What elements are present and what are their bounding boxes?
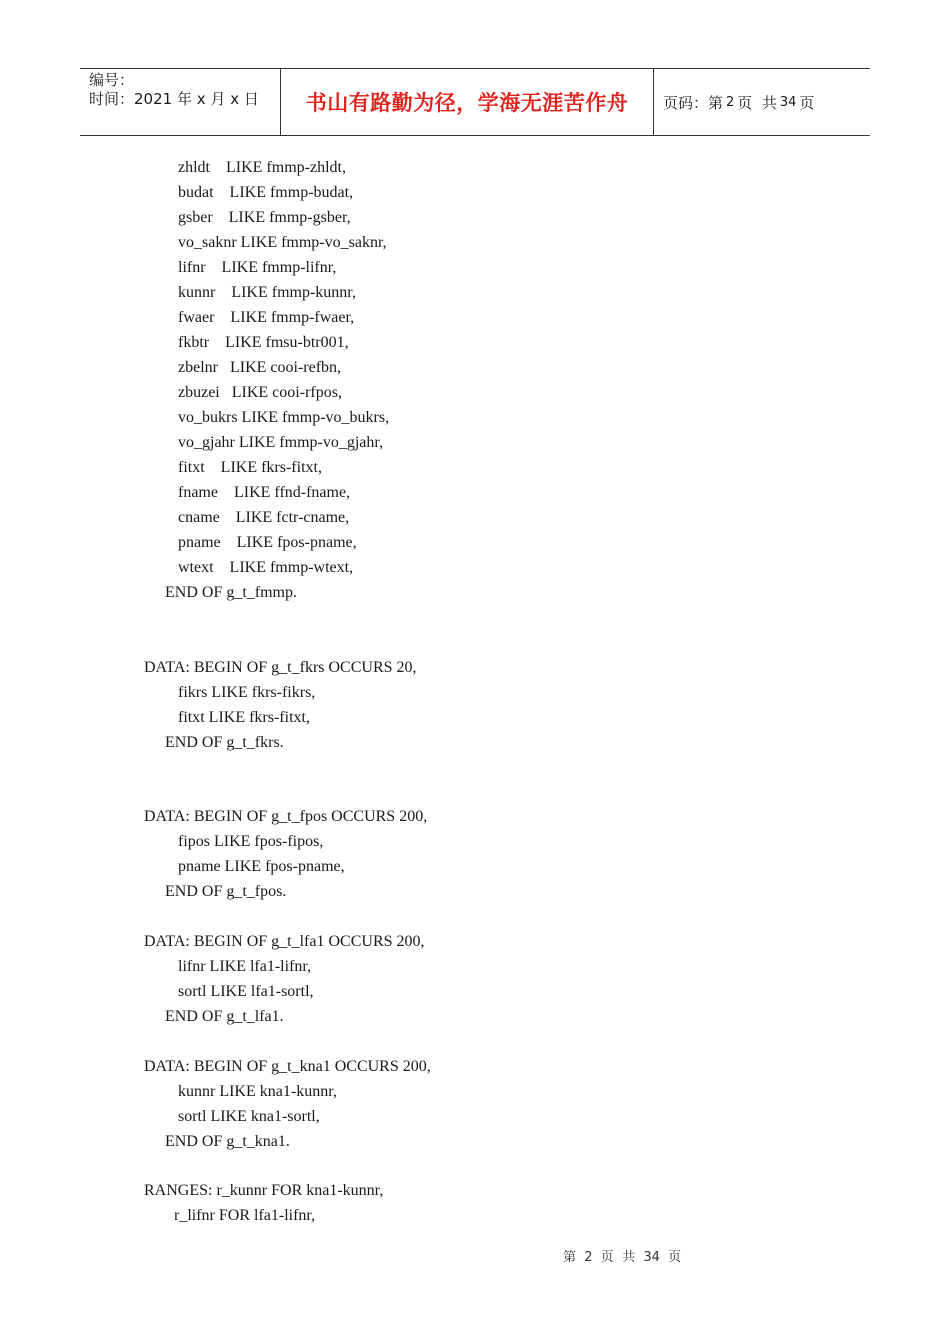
code-line: vo_bukrs LIKE fmmp-vo_bukrs, [178,409,390,426]
code-line: END OF g_t_kna1. [165,1133,290,1150]
time-label: 时间： [89,90,135,108]
month-unit: 月 [210,90,226,108]
code-line: fitxt LIKE fkrs-fitxt, [178,709,310,726]
code-line: budat LIKE fmmp-budat, [178,184,354,201]
year-unit: 年 [176,90,192,108]
code-line: END OF g_t_lfa1. [165,1008,284,1025]
page-unit: 页 共 [737,93,777,112]
year: 2021 [134,90,173,108]
code-line: fname LIKE ffnd-fname, [178,484,351,501]
code-line: zhldt LIKE fmmp-zhldt, [178,159,346,176]
code-line: DATA: BEGIN OF g_t_fkrs OCCURS 20, [144,659,417,676]
code-line: pname LIKE fpos-pname, [178,534,357,551]
code-line: lifnr LIKE fmmp-lifnr, [178,259,337,276]
page-label: 页码：第 [663,93,724,112]
day-unit: 日 [243,90,259,108]
header-motto-cell [281,69,654,135]
code-line: DATA: BEGIN OF g_t_kna1 OCCURS 200, [144,1058,431,1075]
page-footer: 第 2 页 共 34 页 [563,1250,682,1265]
code-line: END OF g_t_fkrs. [165,734,284,751]
code-line: vo_saknr LIKE fmmp-vo_saknr, [178,234,387,251]
code-line: fwaer LIKE fmmp-fwaer, [178,309,355,326]
total-pages: 34 [779,94,797,110]
code-line: END OF g_t_fmmp. [165,584,297,601]
code-line: kunnr LIKE fmmp-kunnr, [178,284,356,301]
code-line: DATA: BEGIN OF g_t_lfa1 OCCURS 200, [144,933,425,950]
code-line: r_lifnr FOR lfa1-lifnr, [174,1207,316,1224]
page-number: 2 [726,94,735,110]
month: x [196,90,206,108]
code-line: fipos LIKE fpos-fipos, [178,833,324,850]
total-unit: 页 [799,93,815,112]
time-line [89,90,280,109]
code-line: vo_gjahr LIKE fmmp-vo_gjahr, [178,434,384,451]
code-line: sortl LIKE lfa1-sortl, [178,983,314,1000]
code-line: RANGES: r_kunnr FOR kna1-kunnr, [144,1182,384,1199]
page-header [80,68,870,136]
code-line: fitxt LIKE fkrs-fitxt, [178,459,322,476]
code-line: cname LIKE fctr-cname, [178,509,350,526]
number-label: 编号： [89,71,135,89]
code-line: sortl LIKE kna1-sortl, [178,1108,320,1125]
code-line: kunnr LIKE kna1-kunnr, [178,1083,337,1100]
code-line: fikrs LIKE fkrs-fikrs, [178,684,316,701]
code-line: pname LIKE fpos-pname, [178,858,345,875]
code-line: END OF g_t_fpos. [165,883,287,900]
code-line: fkbtr LIKE fmsu-btr001, [178,334,349,351]
code-line: wtext LIKE fmmp-wtext, [178,559,354,576]
code-line: gsber LIKE fmmp-gsber, [178,209,351,226]
header-page-info [654,69,870,135]
code-line: zbelnr LIKE cooi-refbn, [178,359,342,376]
header-meta [80,69,281,135]
motto: 书山有路勤为径，学海无涯苦作舟 [305,91,629,115]
code-line: zbuzei LIKE cooi-rfpos, [178,384,342,401]
code-line: DATA: BEGIN OF g_t_fpos OCCURS 200, [144,808,428,825]
day: x [230,90,240,108]
code-line: lifnr LIKE lfa1-lifnr, [178,958,312,975]
